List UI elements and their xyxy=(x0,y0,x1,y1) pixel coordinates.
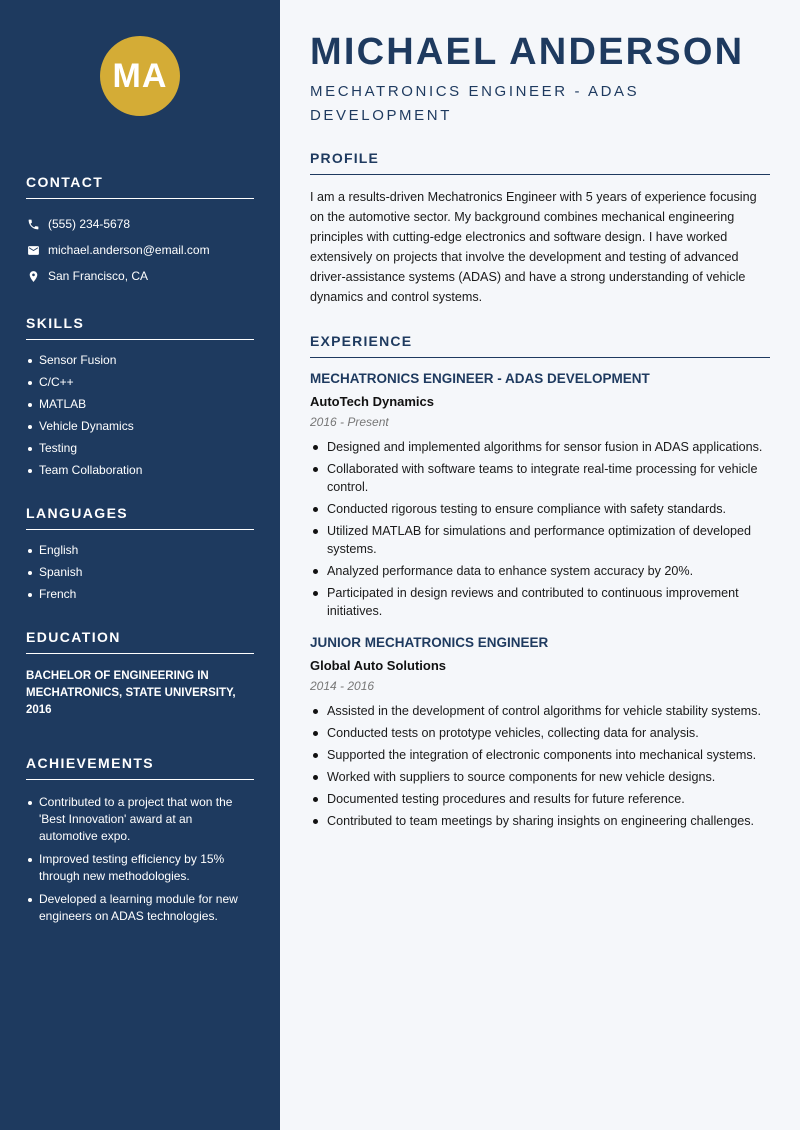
main-content xyxy=(280,0,800,1130)
job-bullet: Supported the integration of electronic components into mechanical systems. xyxy=(310,746,770,764)
job-bullet: Designed and implemented algorithms for sensor fusion in ADAS applications. xyxy=(310,438,770,456)
languages-list xyxy=(26,542,254,603)
achievements-heading: ACHIEVEMENTS xyxy=(26,755,254,780)
experience-heading: EXPERIENCE xyxy=(310,333,770,358)
job-title: MECHATRONICS ENGINEER - ADAS DEVELOPMENT xyxy=(310,371,650,386)
job-bullet: Assisted in the development of control algorithms for vehicle stability systems. xyxy=(310,702,770,720)
contact-heading: CONTACT xyxy=(26,174,254,199)
phone-text[interactable]: (555) 234-5678 xyxy=(48,217,131,231)
job-bullets xyxy=(310,438,770,620)
person-title: MECHATRONICS ENGINEER - ADAS DEVELOPMENT xyxy=(310,83,640,124)
job-dates: 2014 - 2016 xyxy=(310,679,375,693)
education-entry: BACHELOR OF ENGINEERING IN MECHATRONICS, STATE UNIVERSITY, 2016 xyxy=(26,670,236,716)
location-pin-icon xyxy=(26,269,40,283)
job-bullet: Worked with suppliers to source components for new vehicle designs. xyxy=(310,768,770,786)
skill-item: Vehicle Dynamics xyxy=(26,418,254,435)
job-company: AutoTech Dynamics xyxy=(310,394,435,409)
skill-item: Sensor Fusion xyxy=(26,352,254,369)
sidebar xyxy=(0,0,280,1130)
person-name: MICHAEL ANDERSON xyxy=(310,31,745,73)
job-bullet: Documented testing procedures and results for future reference. xyxy=(310,790,770,808)
job-dates: 2016 - Present xyxy=(310,415,389,429)
profile-section xyxy=(310,150,770,307)
achievement-item: Improved testing efficiency by 15% through new methodologies. xyxy=(26,851,254,885)
contact-location xyxy=(26,263,254,289)
education-heading: EDUCATION xyxy=(26,629,254,654)
experience-section xyxy=(310,333,770,830)
job-bullet: Conducted tests on prototype vehicles, collecting data for analysis. xyxy=(310,724,770,742)
language-item: French xyxy=(26,586,254,603)
job-bullet: Conducted rigorous testing to ensure compliance with safety standards. xyxy=(310,500,770,518)
achievement-item: Contributed to a project that won the 'Best Innovation' award at an automotive expo. xyxy=(26,794,254,845)
phone-icon xyxy=(26,217,40,231)
achievements-list xyxy=(26,794,254,925)
achievement-item: Developed a learning module for new engineers on ADAS technologies. xyxy=(26,891,254,925)
skills-section xyxy=(26,315,254,479)
avatar-initials: MA xyxy=(112,56,168,95)
mail-icon xyxy=(26,243,40,257)
contact-email xyxy=(26,237,254,263)
language-item: English xyxy=(26,542,254,559)
job-bullet: Analyzed performance data to enhance system accuracy by 20%. xyxy=(310,562,770,580)
achievements-section xyxy=(26,755,254,925)
job-bullet: Collaborated with software teams to integrate real-time processing for vehicle control. xyxy=(310,460,770,496)
avatar xyxy=(100,36,180,116)
contact-section xyxy=(26,174,254,289)
profile-heading: PROFILE xyxy=(310,150,770,175)
job-entry xyxy=(310,370,770,620)
skill-item: MATLAB xyxy=(26,396,254,413)
job-bullet: Contributed to team meetings by sharing insights on engineering challenges. xyxy=(310,812,770,830)
skills-list xyxy=(26,352,254,479)
job-entry xyxy=(310,634,770,830)
skill-item: C/C++ xyxy=(26,374,254,391)
email-text[interactable]: michael.anderson@email.com xyxy=(48,243,210,257)
skill-item: Testing xyxy=(26,440,254,457)
job-bullet: Participated in design reviews and contributed to continuous improvement initiatives. xyxy=(310,584,770,620)
job-bullet: Utilized MATLAB for simulations and performance optimization of developed systems. xyxy=(310,522,770,558)
contact-phone xyxy=(26,211,254,237)
languages-section xyxy=(26,505,254,603)
language-item: Spanish xyxy=(26,564,254,581)
location-text: San Francisco, CA xyxy=(48,269,149,283)
skills-heading: SKILLS xyxy=(26,315,254,340)
languages-heading: LANGUAGES xyxy=(26,505,254,530)
profile-text: I am a results-driven Mechatronics Engineer with 5 years of experience focusing on the automotive sector. My background combines mechanical engineering principles with cutting-edge electronics and software design. I have worked extensively on projects that involve the development and testing of advanced driver-assistance systems (ADAS) and have a strong understanding of vehicle dynamics and control systems. xyxy=(310,190,757,304)
job-title: JUNIOR MECHATRONICS ENGINEER xyxy=(310,635,549,650)
education-section xyxy=(26,629,254,719)
skill-item: Team Collaboration xyxy=(26,462,254,479)
job-bullets xyxy=(310,702,770,830)
job-company: Global Auto Solutions xyxy=(310,658,447,673)
